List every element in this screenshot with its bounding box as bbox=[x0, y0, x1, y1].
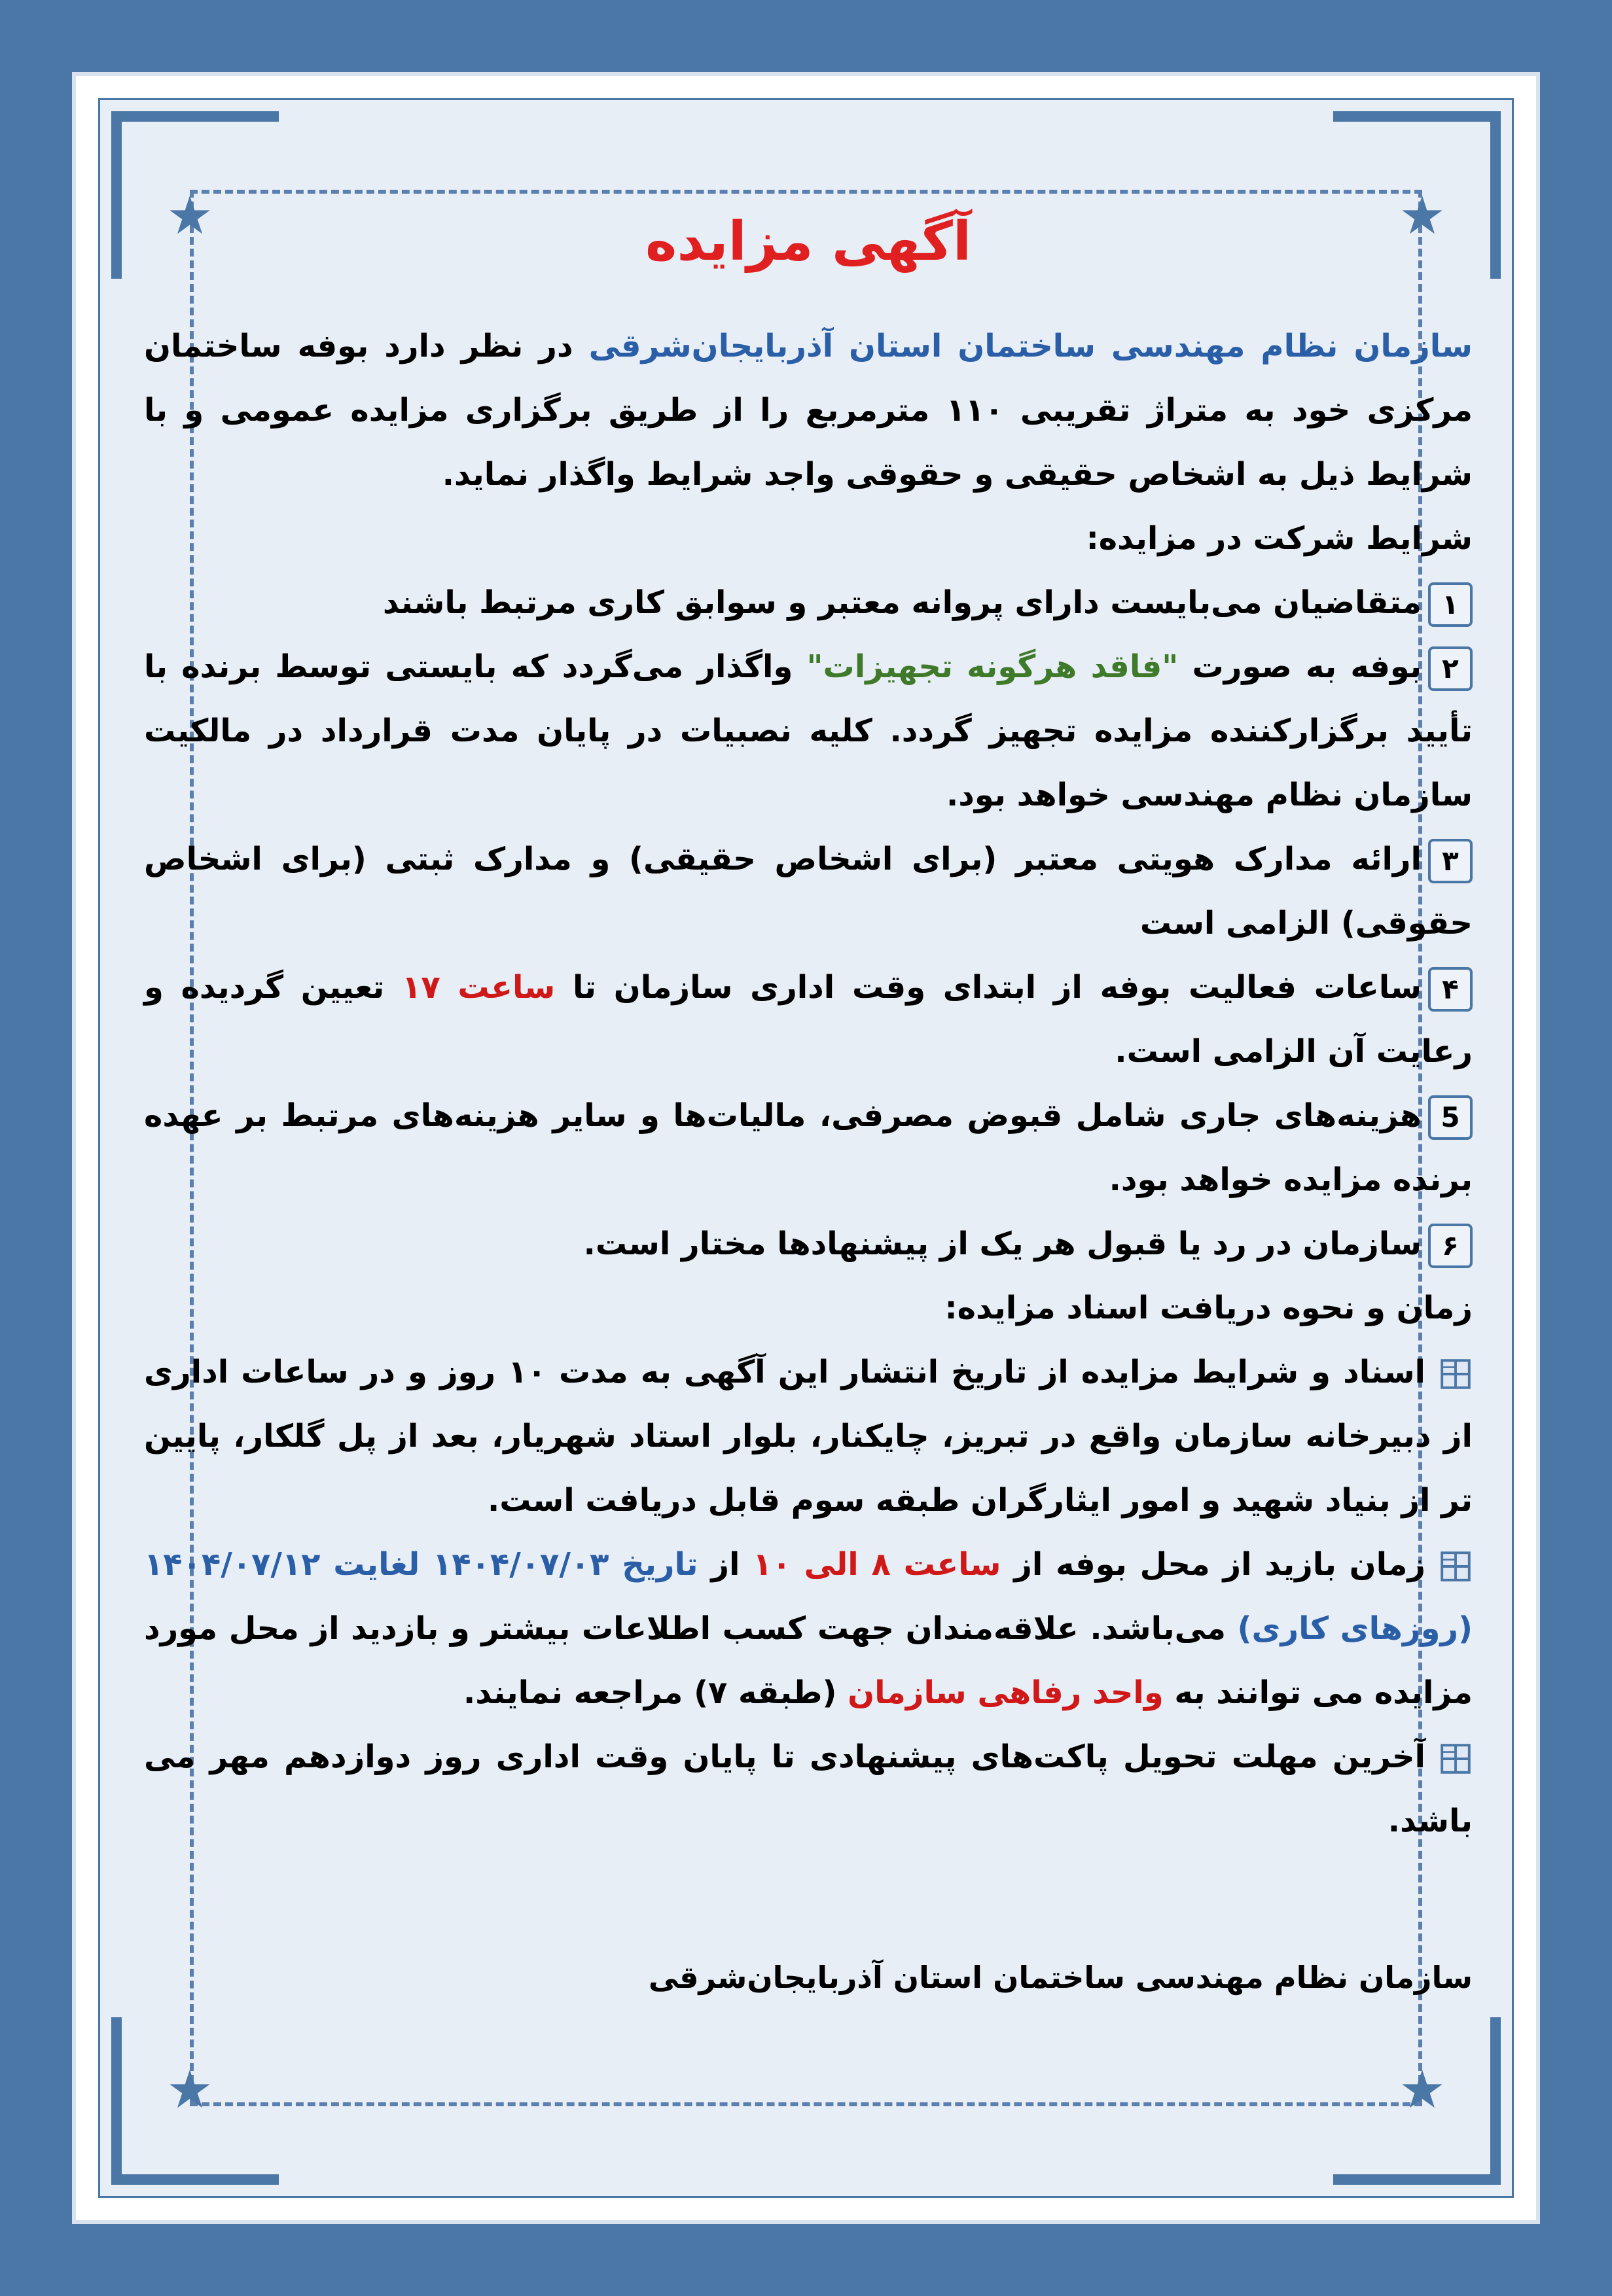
text-run: ساعات فعالیت بوفه از ابتدای وقت اداری سازمان تا bbox=[555, 969, 1422, 1006]
text-run: تعیین گردیده و رعایت آن الزامی است. bbox=[144, 969, 1473, 1070]
notice-content bbox=[144, 209, 1473, 1995]
text-run: از bbox=[698, 1546, 753, 1583]
docs-item bbox=[144, 1532, 1473, 1725]
condition-item bbox=[144, 827, 1473, 955]
condition-number-badge: ۲ bbox=[1428, 646, 1473, 691]
conditions-heading: شرایط شرکت در مزایده: bbox=[1086, 520, 1473, 557]
intro-text: در نظر دارد بوفه ساختمان مرکزی خود به متراژ تقریبی ۱۱۰ مترمربع را از طریق برگزاری مزایده عمومی و با شرایط ذیل به اشخاص حقیقی و حقوقی واجد شرایط واگذار نماید. bbox=[144, 328, 1473, 493]
condition-number-badge: ۳ bbox=[1428, 839, 1473, 883]
star-icon: ★ bbox=[166, 2059, 213, 2120]
docs-item bbox=[144, 1725, 1473, 1853]
text-run: "فاقد هرگونه تجهیزات" bbox=[806, 648, 1179, 685]
star-icon: ★ bbox=[166, 185, 213, 246]
signature: سازمان نظام مهندسی ساختمان استان آذربایجان‌شرقی bbox=[648, 1960, 1473, 1995]
docs-heading: زمان و نحوه دریافت اسناد مزایده: bbox=[944, 1290, 1473, 1326]
notice-title: آگهی مزایده bbox=[645, 211, 971, 273]
docs-items-list bbox=[144, 1340, 1473, 1853]
text-run: واحد رفاهی سازمان bbox=[848, 1674, 1164, 1711]
condition-item bbox=[144, 635, 1473, 827]
docs-item bbox=[144, 1340, 1473, 1532]
text-run: تاریخ ۱۴۰۴/۰۷/۰۳ لغایت ۱۴۰۴/۰۷/۱۲ (روزهای کاری) bbox=[144, 1546, 1473, 1647]
intro-org-name: سازمان نظام مهندسی ساختمان استان آذربایجان‌شرقی bbox=[588, 328, 1473, 364]
text-run: زمان بازید از محل بوفه از bbox=[1001, 1546, 1425, 1583]
condition-item bbox=[144, 1212, 1473, 1276]
text-run: اسناد و شرایط مزایده از تاریخ انتشار این آگهی به مدت ۱۰ روز و در ساعات اداری از دبیرخانه سازمان واقع در تبریز، چایکنار، بلوار استاد شهریار، بعد از پل گلکار، پایین تر از بنیاد شهید و امور ایثارگران طبقه سوم قابل دریافت است. bbox=[144, 1354, 1473, 1519]
text-run: ساعت ۱۷ bbox=[402, 969, 556, 1006]
condition-number-badge: 5 bbox=[1428, 1095, 1473, 1140]
text-run: می‌باشد. علاقه‌مندان جهت کسب اطلاعات بیشتر و بازدید از محل مورد مزایده می توانند به bbox=[144, 1610, 1473, 1711]
condition-number-badge: ۴ bbox=[1428, 967, 1473, 1012]
window-grid-icon bbox=[1439, 1742, 1473, 1776]
star-icon: ★ bbox=[1399, 185, 1446, 246]
intro-paragraph bbox=[144, 314, 1473, 506]
conditions-list bbox=[144, 571, 1473, 1276]
condition-item bbox=[144, 1084, 1473, 1212]
text-run: متقاضیان می‌بایست دارای پروانه معتبر و سوابق کاری مرتبط باشند bbox=[382, 584, 1422, 621]
text-run: آخرین مهلت تحویل پاکت‌های پیشنهادی تا پایان وقت اداری روز دوازدهم مهر می باشد. bbox=[144, 1739, 1473, 1839]
text-run: ساعت ۸ الی ۱۰ bbox=[753, 1546, 1001, 1583]
text-run: بوفه به صورت bbox=[1178, 648, 1422, 685]
star-icon: ★ bbox=[1399, 2059, 1446, 2120]
condition-item bbox=[144, 571, 1473, 635]
text-run: ارائه مدارک هویتی معتبر (برای اشخاص حقیقی) و مدارک ثبتی (برای اشخاص حقوقی) الزامی است bbox=[144, 841, 1473, 942]
condition-number-badge: ۱ bbox=[1428, 582, 1473, 627]
text-run: واگذار می‌گردد که بایستی توسط برنده با تأیید برگزارکننده مزایده تجهیز گردد. کلیه نصبیات در پایان مدت قرارداد در مالکیت سازمان نظام مهندسی خواهد بود. bbox=[144, 648, 1473, 813]
text-run: (طبقه ۷) مراجعه نمایند. bbox=[463, 1674, 848, 1711]
condition-number-badge: ۶ bbox=[1428, 1224, 1473, 1268]
condition-item bbox=[144, 955, 1473, 1084]
text-run: سازمان در رد یا قبول هر یک از پیشنهادها مختار است. bbox=[583, 1226, 1422, 1262]
text-run: هزینه‌های جاری شامل قبوض مصرفی، مالیات‌ها و سایر هزینه‌های مرتبط بر عهده برنده مزایده خواهد بود. bbox=[144, 1097, 1473, 1198]
window-grid-icon bbox=[1439, 1357, 1473, 1391]
window-grid-icon bbox=[1439, 1549, 1473, 1583]
